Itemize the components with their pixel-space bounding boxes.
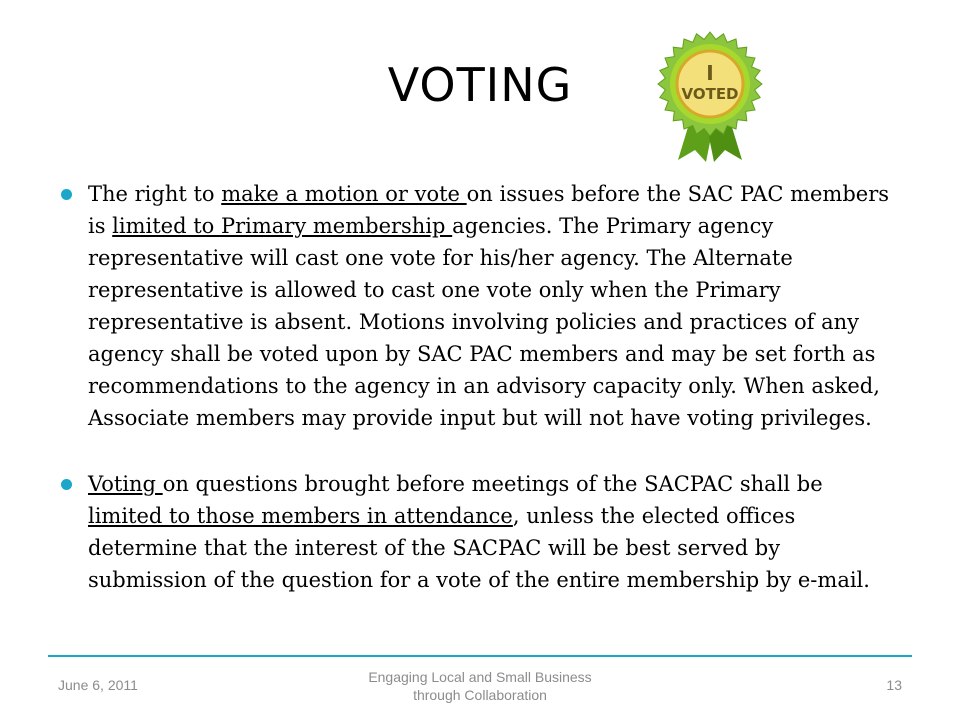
footer-date: June 6, 2011 xyxy=(58,677,138,693)
i-voted-rosette-icon xyxy=(640,22,780,162)
slide-title: VOTING xyxy=(387,58,573,112)
footer-page-number: 13 xyxy=(886,677,902,693)
footer-title-line-2: through Collaboration xyxy=(413,687,547,703)
bullet-text-2 xyxy=(88,472,870,592)
bullet-dot xyxy=(61,479,72,490)
bullet-dot xyxy=(61,189,72,200)
badge-text-voted: VOTED xyxy=(681,85,739,103)
footer-title-line-1: Engaging Local and Small Business xyxy=(368,669,592,685)
body-text: on questions brought before meetings of the SACPAC shall be xyxy=(162,472,823,496)
body-text: agencies. The Primary agency representative will cast one vote for his/her agency. The Alternate representative is allowed to cast one vote only when the Primary representative is absent. Motions involving policies and practices of any agency shall be voted upon by SAC PAC members and may be set forth as recommendations to the agency in an advisory capacity only. When asked, Associate members may provide input but will not have voting privileges. xyxy=(88,214,880,430)
body-text: , unless the elected offices determine that the interest of the SACPAC will be best served by submission of the question for a vote of the entire membership by e-mail. xyxy=(88,504,870,592)
footer-title xyxy=(300,668,660,704)
underlined-text: limited to Primary membership xyxy=(112,214,453,238)
body-text: on issues before the SAC PAC members is xyxy=(88,182,890,238)
underlined-text: make a motion or vote xyxy=(221,182,467,206)
underlined-text: Voting xyxy=(88,472,163,496)
bullet-item-2 xyxy=(60,468,900,596)
footer-divider xyxy=(48,655,912,657)
badge-text-i: I xyxy=(706,61,714,85)
body-text: The right to xyxy=(88,182,222,206)
bullet-item-1 xyxy=(60,178,900,434)
bullet-text-1 xyxy=(88,182,889,430)
underlined-text: limited to those members in attendance xyxy=(88,504,513,528)
slide-body xyxy=(60,178,900,630)
